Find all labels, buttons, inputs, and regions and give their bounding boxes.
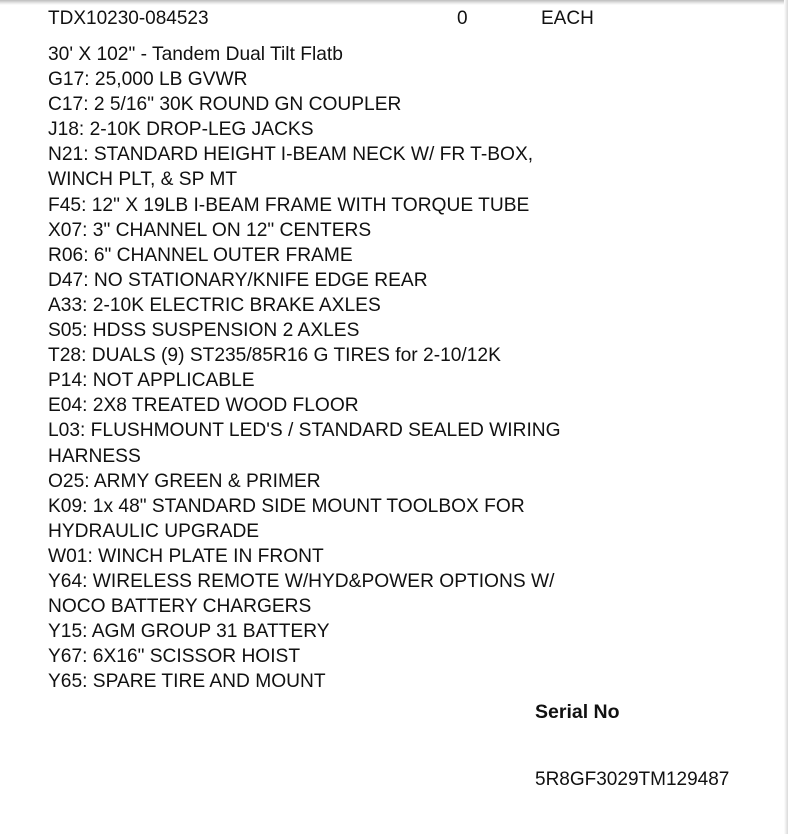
spec-line: N21: STANDARD HEIGHT I-BEAM NECK W/ FR T-BOX,: [48, 144, 534, 166]
spec-line: Y67: 6X16" SCISSOR HOIST: [48, 646, 301, 668]
top-border: [0, 0, 788, 5]
spec-line: WINCH PLT, & SP MT: [48, 169, 238, 191]
spec-line: L03: FLUSHMOUNT LED'S / STANDARD SEALED WIRING: [48, 420, 561, 442]
spec-line: Y15: AGM GROUP 31 BATTERY: [48, 621, 330, 643]
spec-line: K09: 1x 48" STANDARD SIDE MOUNT TOOLBOX FOR: [48, 495, 525, 517]
spec-line: D47: NO STATIONARY/KNIFE EDGE REAR: [48, 269, 428, 291]
item-quantity: 0: [457, 8, 468, 29]
spec-line: R06: 6" CHANNEL OUTER FRAME: [48, 244, 353, 266]
spec-line: W01: WINCH PLATE IN FRONT: [48, 545, 324, 567]
spec-line: Y64: WIRELESS REMOTE W/HYD&POWER OPTIONS W/: [48, 570, 555, 592]
spec-line: J18: 2-10K DROP-LEG JACKS: [48, 119, 314, 141]
serial-number: 5R8GF3029TM129487: [535, 769, 730, 790]
spec-line: S05: HDSS SUSPENSION 2 AXLES: [48, 320, 360, 342]
spec-line: T28: DUALS (9) ST235/85R16 G TIRES for 2-10/12K: [48, 345, 501, 367]
spec-line: O25: ARMY GREEN & PRIMER: [48, 470, 321, 492]
item-code: TDX10230-084523: [48, 8, 209, 29]
spec-line: HARNESS: [48, 445, 141, 467]
spec-line: G17: 25,000 LB GVWR: [48, 69, 248, 91]
spec-line: 30' X 102" - Tandem Dual Tilt Flatb: [48, 44, 343, 65]
spec-line: P14: NOT APPLICABLE: [48, 370, 255, 392]
item-unit: EACH: [541, 8, 594, 29]
spec-line: C17: 2 5/16" 30K ROUND GN COUPLER: [48, 94, 402, 116]
spec-line: F45: 12" X 19LB I-BEAM FRAME WITH TORQUE TUBE: [48, 194, 530, 216]
serial-label: Serial No: [535, 701, 620, 723]
spec-line: X07: 3" CHANNEL ON 12" CENTERS: [48, 219, 372, 241]
spec-line: Y65: SPARE TIRE AND MOUNT: [48, 671, 326, 693]
spec-list: [48, 42, 768, 694]
right-edge-shadow: [784, 0, 788, 834]
spec-line: A33: 2-10K ELECTRIC BRAKE AXLES: [48, 294, 381, 316]
spec-line: HYDRAULIC UPGRADE: [48, 520, 260, 542]
spec-line: E04: 2X8 TREATED WOOD FLOOR: [48, 395, 359, 417]
spec-line: NOCO BATTERY CHARGERS: [48, 596, 312, 618]
